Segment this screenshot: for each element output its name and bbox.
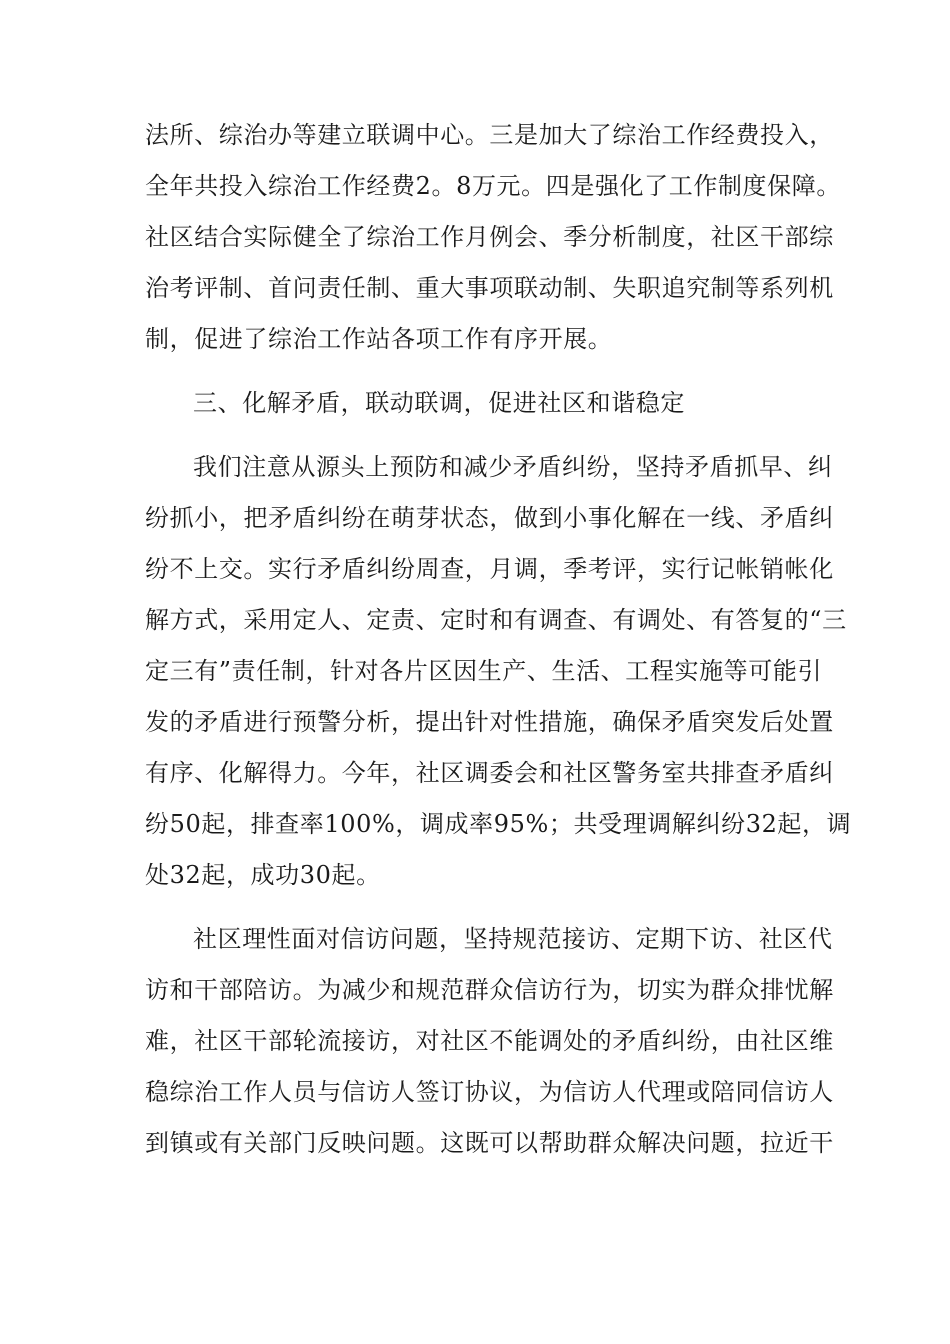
paragraph-3-line-4: 稳综治工作人员与信访人签订协议，为信访人代理或陪同信访人 <box>145 1078 834 1106</box>
paragraph-2-line-3: 纷不上交。实行矛盾纠纷周查，月调，季考评，实行记帐销帐化 <box>145 555 834 583</box>
section-heading-3: 三、化解矛盾，联动联调，促进社区和谐稳定 <box>193 389 685 417</box>
paragraph-2-line-1: 我们注意从源头上预防和减少矛盾纠纷，坚持矛盾抓早、纠 <box>193 453 833 481</box>
paragraph-2-line-9: 处32起，成功30起。 <box>145 861 381 889</box>
paragraph-3-line-2: 访和干部陪访。为减少和规范群众信访行为，切实为群众排忧解 <box>145 976 834 1004</box>
paragraph-1-line-3: 社区结合实际健全了综治工作月例会、季分析制度，社区干部综 <box>145 223 834 251</box>
paragraph-1-line-4: 治考评制、首问责任制、重大事项联动制、失职追究制等系列机 <box>145 274 834 302</box>
paragraph-2-line-6: 发的矛盾进行预警分析，提出针对性措施，确保矛盾突发后处置 <box>145 708 834 736</box>
paragraph-3-line-1: 社区理性面对信访问题，坚持规范接访、定期下访、社区代 <box>193 925 833 953</box>
paragraph-2-line-4: 解方式，采用定人、定责、定时和有调查、有调处、有答复的“三 <box>145 606 847 634</box>
paragraph-2-line-7: 有序、化解得力。今年，社区调委会和社区警务室共排查矛盾纠 <box>145 759 834 787</box>
paragraph-1-line-1: 法所、综治办等建立联调中心。三是加大了综治工作经费投入， <box>145 121 834 149</box>
paragraph-3-line-3: 难，社区干部轮流接访，对社区不能调处的矛盾纠纷，由社区维 <box>145 1027 834 1055</box>
paragraph-2-line-8: 纷50起，排查率100%，调成率95%；共受理调解纠纷32起，调 <box>145 810 852 838</box>
paragraph-1-line-2: 全年共投入综治工作经费2。8万元。四是强化了工作制度保障。 <box>145 172 841 200</box>
paragraph-3-line-5: 到镇或有关部门反映问题。这既可以帮助群众解决问题，拉近干 <box>145 1129 834 1157</box>
paragraph-2-line-5: 定三有”责任制，针对各片区因生产、生活、工程实施等可能引 <box>145 657 823 685</box>
paragraph-1-line-5: 制，促进了综治工作站各项工作有序开展。 <box>145 325 613 353</box>
paragraph-2-line-2: 纷抓小，把矛盾纠纷在萌芽状态，做到小事化解在一线、矛盾纠 <box>145 504 834 532</box>
